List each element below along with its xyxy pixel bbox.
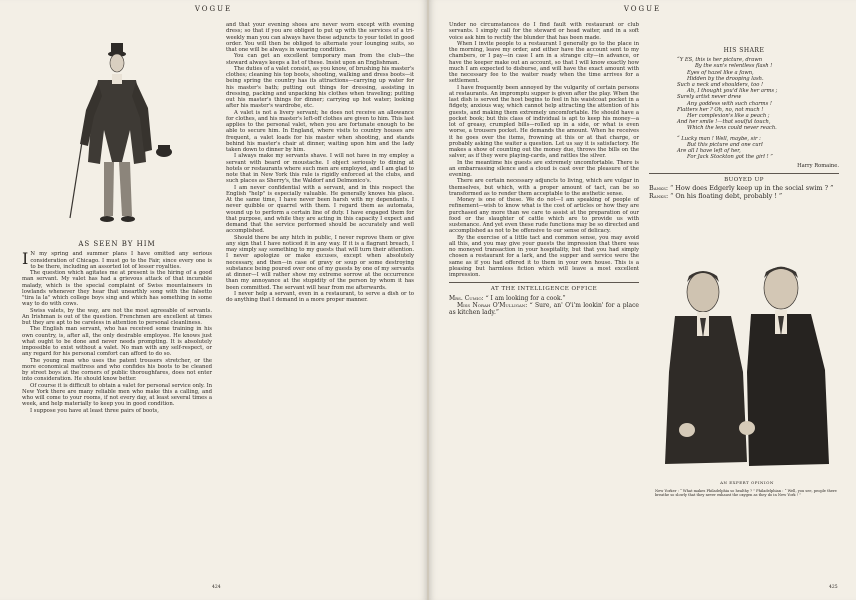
paragraph: By the exercise of a little tact and common sense, you may avoid all this, and you may give your guests the impression that there was no moneyed transaction in your hospitality, but that you had simply chosen a restaurant for a lark, and the supper and service were the same as if you had offered it to them in your own house. This is a pleasing but harmless fiction which will leave a most excellent impression. bbox=[449, 234, 639, 278]
paragraph: Money is one of these. We do not—I am speaking of people of refinement—wish to know what is the cost of articles or how they are purchased any more than we care to assist at the preparation of our food or the slaughter of cattle which are to provide us with sustenance. And yet even these rude functions may be so directed and accomplished as not to be offensive to our sense of delicacy. bbox=[449, 197, 639, 235]
paragraph: Of course it is difficult to obtain a valet for personal service only. In New York there are many reliable men who make this a calling, and who will come to your rooms, if not every day, at least several times a week, and help materially to keep you in good condition. bbox=[22, 382, 212, 408]
poem-line: Ah, I thought you'd like her arms ; bbox=[687, 88, 778, 95]
intelligence-title: AT THE INTELLIGENCE OFFICE bbox=[490, 286, 598, 293]
paragraph: In the meantime his guests are extremely uncomfortable. There is an embarrassing silence and a cloud is cast over the pleasure of the evening. bbox=[449, 159, 639, 178]
his-share-poem bbox=[649, 48, 839, 200]
running-head-left: VOGUE bbox=[194, 5, 233, 13]
poem-line: Such a neck and shoulders, too ! bbox=[677, 82, 764, 89]
paragraph: You can get an excellent temporary man from the club—the steward always keeps a list of these. Insist upon an Englishman. bbox=[226, 53, 414, 66]
poem-line: Hidden by the drooping lash. bbox=[687, 75, 764, 82]
section-rule bbox=[649, 173, 839, 174]
dialogue-line-1: Banks: “ How does Edgerly keep up in the social swim ? ” bbox=[649, 184, 834, 192]
page-number-left: 424 bbox=[212, 585, 221, 590]
first-paragraph: I N my spring and summer plans I have omitted any serious consideration of Chicago. I must go to the Fair, since every one is to be there, including an assorted lot of lesser royalties. bbox=[22, 249, 212, 270]
poem-title: HIS SHARE bbox=[723, 47, 765, 54]
paragraph: I suppose you have at least three pairs of boots, bbox=[30, 407, 159, 414]
poem-line: By the sun's relentless flash ! bbox=[695, 63, 773, 70]
paragraph: The English man servant, who has received some training in his own country, is, after all, the only desirable employee. He knows just what ought to be done and never needs prompting. It is absolutely impossible to exist without a valet. No man with any self-respect, or any regard for his personal comfort can afford to do so. bbox=[22, 326, 212, 358]
poem-line: Eyes of hazel like a fawn, bbox=[687, 69, 754, 76]
poem-line: For Jack Stockton got the girl ! ” bbox=[687, 154, 773, 161]
paragraph: Should there be any hitch in public, I never reprove them or give any sign that I have noticed it in any way. If it is a flagrant breach, I may simply say something to my guests that will turn their attention. I never apologize or make excuses, except when absolutely necessary, and then—in case of gravy or soup or some destroying substance being poured over one of my guests by one of my servants at dinner—I will rather show my extreme sorrow at the occurrence than my annoyance at the stupidity of the person by whom it has been committed. The servant will hear from me afterwards. bbox=[226, 234, 414, 291]
paragraph: The duties of a valet consist, as you know, of brushing his master's clothes; cleaning his top boots, shooting, walking and dress boots—it being spring the country has its attractions—carrying up water for his master's bath; putting out things for dressing, assisting in dressing, packing and unpacking his clothes when traveling; putting out his master's things for dinner; carrying up hot water; looking after his master's wardrobe, etc. bbox=[226, 65, 414, 110]
paragraph: and that your evening shoes are never worn except with evening dress; so that if you are obliged to put up with the services of a tri-weekly man you can always have these adjuncts to your toilet in good order. You will then be obliged to alternate your lounging suits, so that one will be always in wearing condition. bbox=[226, 22, 414, 53]
paragraph: There are certain necessary adjuncts to living, which are vulgar in themselves, but which, with a proper amount of tact, can be so transformed as to render them acceptable to the æsthetic sense. bbox=[449, 178, 639, 197]
right-column-1 bbox=[449, 22, 639, 316]
poem-author: Harry Romaine. bbox=[797, 162, 839, 169]
dialogue-line-2: Miss Norah O'Mulligan: “ Sure, an' O'i'm lookin' for a place as kitchen lady.” bbox=[449, 301, 639, 316]
left-column-2 bbox=[226, 22, 414, 303]
paragraph: I never help a servant, even in a restaurant, to serve a dish or to do anything that I demand in a more proper manner. bbox=[226, 290, 414, 303]
poem-line: Are all I have left of her, bbox=[677, 148, 741, 155]
left-column-1 bbox=[22, 238, 212, 414]
poem-line: Any goddess with such charms ! bbox=[687, 100, 773, 107]
running-head-right: VOGUE bbox=[623, 5, 662, 13]
caption-text: New Yorker : “ What makes Philadelphia so healthy ? ” Philadelphian : “ Well, you see, people there breathe so slowly that they never exhaust the oxygen as they do in New York ! ” bbox=[655, 488, 837, 497]
gentleman-illustration bbox=[18, 40, 216, 235]
poem-line: Her complexion's like a peach ; bbox=[687, 113, 770, 120]
paragraph: I have frequently been annoyed by the vulgarity of certain persons at restaurants. An impromptu supper is given after the play. When the last dish is served the host begins to feel in his waistcoat pocket in a fidgety, anxious way, which cannot help attracting the attention of his guests, and making them extremely uncomfortable. He should have a pocket book; but this class of individual is apt to keep his money—a lot of greasy, crumpled bills—rolled up in a side, or what is even worse, a trousers pocket. He demands the amount. When he receives it he goes over the items, frowning at this or at that charge, or probably asking the waiter a question. Let us say it is satisfactory. He makes a show of counting out the money due, throws the bills on the salver, as if they were playing-cards, and rattles the silver. bbox=[449, 84, 639, 160]
dialogue-line-1: Mrs. Cumio: “ I am looking for a cook.” bbox=[449, 294, 566, 302]
poem-line: Which the lens could never reach. bbox=[687, 125, 777, 132]
poem-line: Flatters her ? Oh, no, not much ! bbox=[677, 106, 764, 113]
paragraph: When I invite people to a restaurant I generally go to the place in the morning, leave my order, and either have the account sent to my chambers, or I pay—in case I am in a strange city—in advance, or have the keeper make out an account, so that I will know exactly how much I am expected to disburse, and will have the exact amount with the necessary fee to the waiter ready when the time arrives for a settlement. bbox=[449, 40, 639, 85]
paragraph: The young man who uses the patent trousers stretcher, or the more economical mattress and who confides his boots to be cleaned by street boys at the corners of public thoroughfares, does not enter into consideration. He should know better. bbox=[22, 357, 212, 383]
two-men-illustration bbox=[651, 252, 841, 477]
illustration-caption bbox=[655, 481, 839, 498]
poem-line: Surely artist never drew bbox=[677, 94, 742, 101]
buoyed-title: BUOYED UP bbox=[724, 176, 764, 183]
section-rule bbox=[449, 282, 639, 283]
paragraph: A valet is not a livery servant; he does not receive an allowance for clothes, and his master's left-off clothes are given to him. This last applies to the personal valet, when you are fortunate enough to be able to secure him. In England, where visits to country houses are frequent, a valet loads for his master when shooting, and stands behind his master's chair at dinner, waiting upon him and the lady taken down to dinner by him. bbox=[226, 109, 415, 153]
dialogue-line-2: Ranks: “ On his floating debt, probably ! ” bbox=[649, 191, 783, 200]
paragraph: I always make my servants shave. I will not have in my employ a servant with beard or moustache. I object seriously to dining at hotels or restaurants where such men are employed, and I am glad to note that in New York this rule is rigidly enforced at the clubs, and such places as Sherry's, the Waldorf and Delmonico's. bbox=[226, 153, 414, 185]
page-number-right: 425 bbox=[829, 585, 838, 590]
poem-line: But this picture and one curl bbox=[687, 141, 763, 148]
poem-line: “Y ES, this is her picture, drawn bbox=[677, 57, 763, 64]
paragraph: Under no circumstances do I find fault with restaurant or club servants. I simply call for the steward or head waiter, and in a soft voice ask him to rectify the blunder that has been made. bbox=[449, 22, 639, 41]
paragraph: Swiss valets, by the way, are not the most agreeable of servants. An Irishman is out of the question. Frenchmen are excellent at times but they are apt to be careless in attention to personal cleanliness. bbox=[22, 307, 212, 326]
left-page bbox=[0, 0, 427, 600]
drop-cap: I bbox=[22, 249, 29, 269]
poem-body bbox=[649, 57, 839, 160]
right-page bbox=[429, 0, 856, 600]
paragraph: The question which agitates me at present is the hiring of a good man servant. My valet has had a grievous attack of that incurable malady, which is the special complaint of Swiss mountaineers in lowlands whenever they hear that unearthly song with the falsetto "tira la la" which college boys sing and which has something in some way to do with cows. bbox=[22, 270, 212, 308]
paragraph: I am never confidential with a servant, and in this respect the English "help" is especially valuable. He generally knows his place. At the same time, I have never been harsh with my dependants. I never quibble or quarrel with them. I regard them as automata, wound up to perform a certain line of duty. I have engaged them for that purpose, and while they are acting in this capacity I expect and demand that the service performed should be accurately and well accomplished. bbox=[226, 184, 414, 235]
poem-line: And her smile !—that soulful touch, bbox=[677, 119, 771, 126]
poem-line: “ Lucky man ! Well, maybe, sir : bbox=[677, 135, 761, 142]
article-headline: AS SEEN BY HIM bbox=[78, 240, 156, 248]
caption-title: AN EXPERT OPINION bbox=[720, 480, 774, 485]
